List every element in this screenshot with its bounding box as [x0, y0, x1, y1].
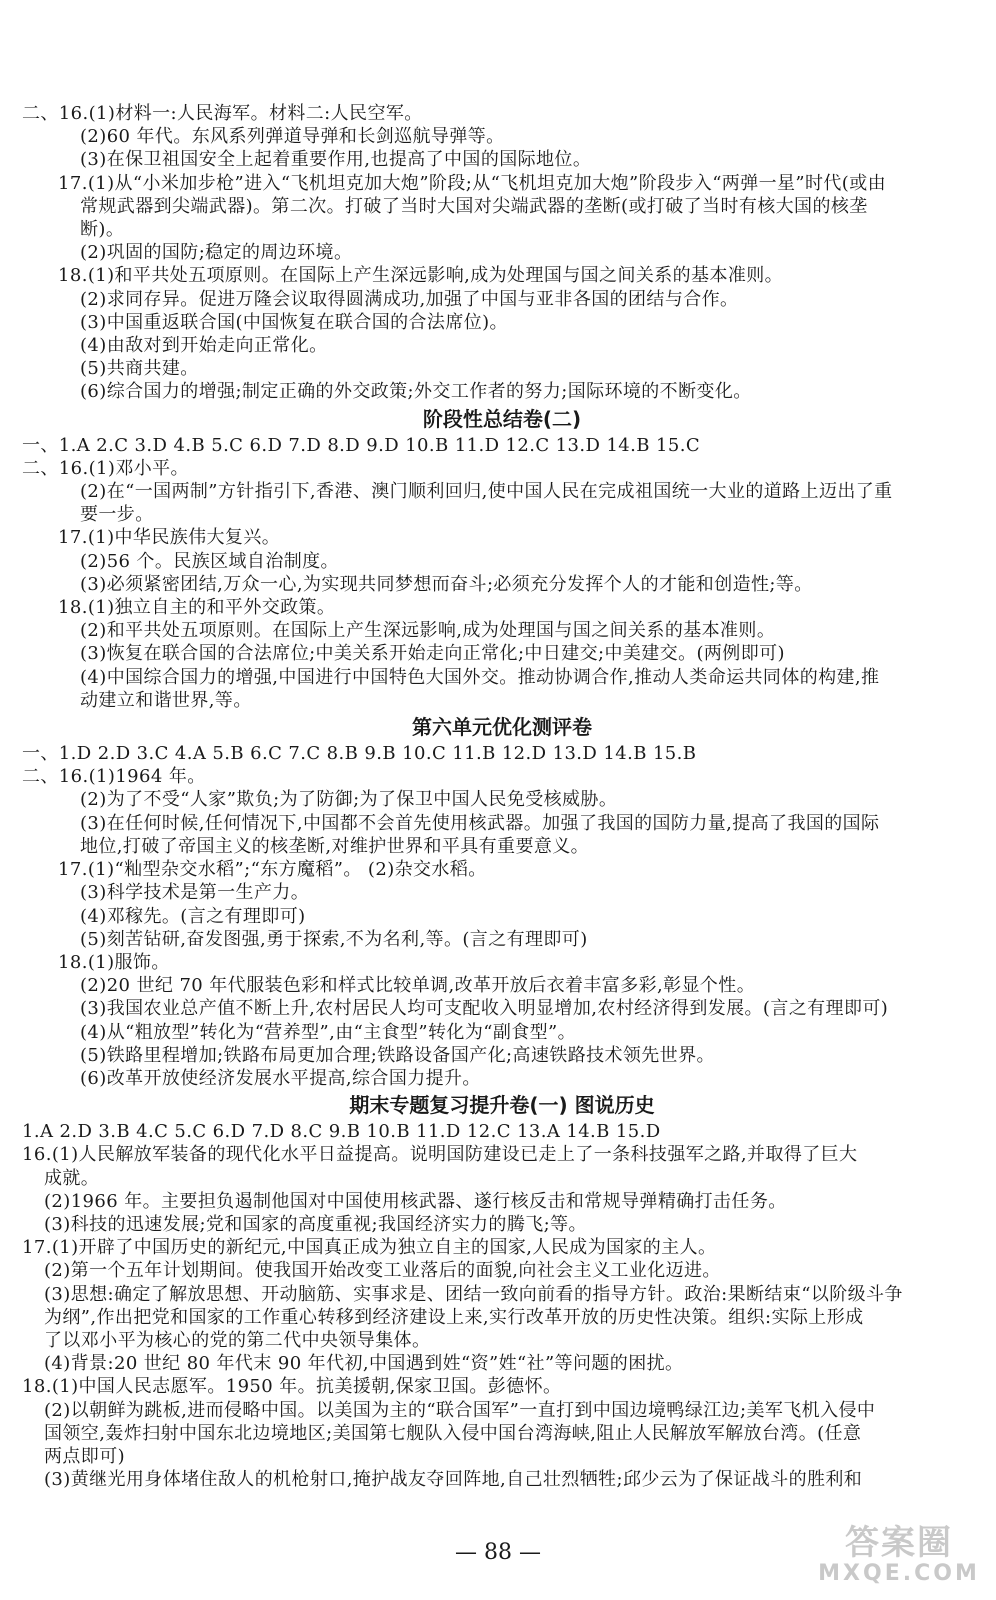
answer-line: (3)中国重返联合国(中国恢复在联合国的合法席位)。 — [80, 311, 508, 333]
answer-line: 一、1.D 2.D 3.C 4.A 5.B 6.C 7.C 8.B 9.B 10.C 11.B 12.D 13.D 14.B 15.B — [22, 743, 697, 765]
answer-line: (4)由敌对到开始走向正常化。 — [80, 335, 328, 357]
answer-line: (3)恢复在联合国的合法席位;中美关系开始走向正常化;中日建交;中美建交。(两例即可) — [80, 643, 785, 665]
answer-line: (2)56 个。民族区域自治制度。 — [80, 550, 339, 572]
answer-line: (6)综合国力的增强;制定正确的外交政策;外交工作者的努力;国际环境的不断变化。 — [80, 381, 752, 403]
answer-line: 一、1.A 2.C 3.D 4.B 5.C 6.D 7.D 8.D 9.D 10.B 11.D 12.C 13.D 14.B 15.C — [22, 434, 701, 456]
answer-line: 二、16.(1)材料一:人民海军。材料二:人民空军。 — [22, 103, 423, 124]
answer-line: (2)巩固的国防;稳定的周边环境。 — [80, 242, 353, 264]
answer-line: (3)我国农业总产值不断上升,农村居民人均可支配收入明显增加,农村经济得到发展。(言之有理即可) — [80, 998, 889, 1020]
answer-line: 两点即可) — [44, 1445, 126, 1467]
section-heading: 阶段性总结卷(二) — [422, 406, 582, 431]
answer-line: (3)在保卫祖国安全上起着重要作用,也提高了中国的国际地位。 — [80, 149, 592, 171]
answer-line: 17.(1)开辟了中国历史的新纪元,中国真正成为独立自主的国家,人民成为国家的主人。 — [22, 1237, 717, 1259]
answer-line: (2)第一个五年计划期间。使我国开始改变工业落后的面貌,向社会主义工业化迈进。 — [44, 1260, 721, 1282]
page-number: — 88 — — [455, 1540, 541, 1565]
watermark-sub: MXQE.COM — [818, 1561, 980, 1586]
answer-line: 17.(1)“籼型杂交水稻”;“东方魔稻”。 (2)杂交水稻。 — [58, 859, 487, 881]
answer-line: 成就。 — [44, 1167, 100, 1189]
answer-line: 二、16.(1)邓小平。 — [22, 457, 189, 479]
answer-line: (6)改革开放使经济发展水平提高,综合国力提升。 — [80, 1067, 481, 1089]
answer-line: (4)中国综合国力的增强,中国进行中国特色大国外交。推动协调合作,推动人类命运共同体的构建,推 — [80, 666, 880, 688]
answer-line: (2)60 年代。东风系列弹道导弹和长剑巡航导弹等。 — [80, 126, 505, 148]
answer-line: (2)20 世纪 70 年代服装色彩和样式比较单调,改革开放后衣着丰富多彩,彰显个性。 — [80, 975, 756, 997]
answer-line: 要一步。 — [80, 504, 154, 526]
answer-line: (3)思想:确定了解放思想、开动脑筋、实事求是、团结一致向前看的指导方针。政治:果断结束“以阶级斗争 — [44, 1283, 903, 1305]
answer-line: 二、16.(1)1964 年。 — [22, 766, 206, 788]
answer-line: (3)科技的迅速发展;党和国家的高度重视;我国经济实力的腾飞;等。 — [44, 1213, 587, 1235]
answer-line: (2)以朝鲜为跳板,进而侵略中国。以美国为主的“联合国军”一直打到中国边境鸭绿江边;美军飞机入侵中 — [44, 1399, 876, 1421]
answer-line: (4)邓稼先。(言之有理即可) — [80, 905, 306, 927]
answer-line: (2)1966 年。主要担负遏制他国对中国使用核武器、遂行核反击和常规导弹精确打击任务。 — [44, 1190, 787, 1212]
answer-line: 18.(1)和平共处五项原则。在国际上产生深远影响,成为处理国与国之间关系的基本准则。 — [58, 265, 784, 287]
answer-line: (2)和平共处五项原则。在国际上产生深远影响,成为处理国与国之间关系的基本准则。 — [80, 620, 776, 642]
answer-line: (5)刻苦钻研,奋发图强,勇于探索,不为名利,等。(言之有理即可) — [80, 928, 588, 950]
answer-line: 17.(1)中华民族伟大复兴。 — [58, 527, 281, 549]
answer-line: 断)。 — [80, 219, 125, 241]
section-heading: 期末专题复习提升卷(一) 图说历史 — [349, 1093, 655, 1118]
answer-line: 17.(1)从“小米加步枪”进入“飞机坦克加大炮”阶段;从“飞机坦克加大炮”阶段步入“两弹一星”时代(或由 — [58, 172, 887, 194]
answer-line: (2)求同存异。促进万隆会议取得圆满成功,加强了中国与亚非各国的团结与合作。 — [80, 288, 739, 310]
answer-line: 地位,打破了帝国主义的核垄断,对维护世界和平具有重要意义。 — [80, 835, 590, 857]
answer-line: (3)在任何时候,任何情况下,中国都不会首先使用核武器。加强了我国的国防力量,提高了我国的国际 — [80, 812, 880, 834]
answer-line: 常规武器到尖端武器)。第二次。打破了当时大国对尖端武器的垄断(或打破了当时有核大国的核垄 — [80, 195, 868, 217]
answer-line: (2)在“一国两制”方针指引下,香港、澳门顺利回归,使中国人民在完成祖国统一大业的道路上迈出了重 — [80, 481, 893, 503]
answer-line: (2)为了不受“人家”欺负;为了防御;为了保卫中国人民免受核威胁。 — [80, 789, 618, 811]
section-heading: 第六单元优化测评卷 — [412, 715, 592, 740]
answer-line: (3)必须紧密团结,万众一心,为实现共同梦想而奋斗;必须充分发挥个人的才能和创造性;等。 — [80, 573, 813, 595]
answer-line: (4)从“粗放型”转化为“营养型”,由“主食型”转化为“副食型”。 — [80, 1021, 577, 1043]
answer-line: 为纲”,作出把党和国家的工作重心转移到经济建设上来,实行改革开放的历史性决策。组织:实际上形成 — [44, 1306, 864, 1328]
watermark-logo — [814, 1524, 984, 1592]
answer-line: 18.(1)中国人民志愿军。1950 年。抗美援朝,保家卫国。彭德怀。 — [22, 1376, 562, 1398]
answer-line: (5)铁路里程增加;铁路布局更加合理;铁路设备国产化;高速铁路技术领先世界。 — [80, 1044, 715, 1066]
answer-line: 了以邓小平为核心的党的第二代中央领导集体。 — [44, 1329, 431, 1351]
answer-line: (3)黄继光用身体堵住敌人的机枪射口,掩护战友夺回阵地,自己壮烈牺牲;邱少云为了保证战斗的胜利和 — [44, 1469, 863, 1491]
answer-line: 动建立和谐世界,等。 — [80, 689, 252, 711]
answer-line: 1.A 2.D 3.B 4.C 5.C 6.D 7.D 8.C 9.B 10.B 11.D 12.C 13.A 14.B 15.D — [22, 1121, 661, 1143]
answer-line: 国领空,轰炸扫射中国东北边境地区;美国第七舰队入侵中国台湾海峡,阻止人民解放军解放台湾。(任意 — [44, 1422, 862, 1444]
answer-line: 16.(1)人民解放军装备的现代化水平日益提高。说明国防建设已走上了一条科技强军之路,并取得了巨大 — [22, 1144, 858, 1166]
answer-page — [22, 102, 982, 1491]
answer-line: (3)科学技术是第一生产力。 — [80, 882, 310, 904]
answer-line: (5)共商共建。 — [80, 358, 199, 380]
answer-line: 18.(1)独立自主的和平外交政策。 — [58, 597, 336, 619]
answer-line: 18.(1)服饰。 — [58, 951, 170, 973]
watermark-main: 答案圈 — [845, 1523, 953, 1563]
answer-line: (4)背景:20 世纪 80 年代末 90 年代初,中国遇到姓“资”姓“社”等问题的困扰。 — [44, 1353, 684, 1375]
